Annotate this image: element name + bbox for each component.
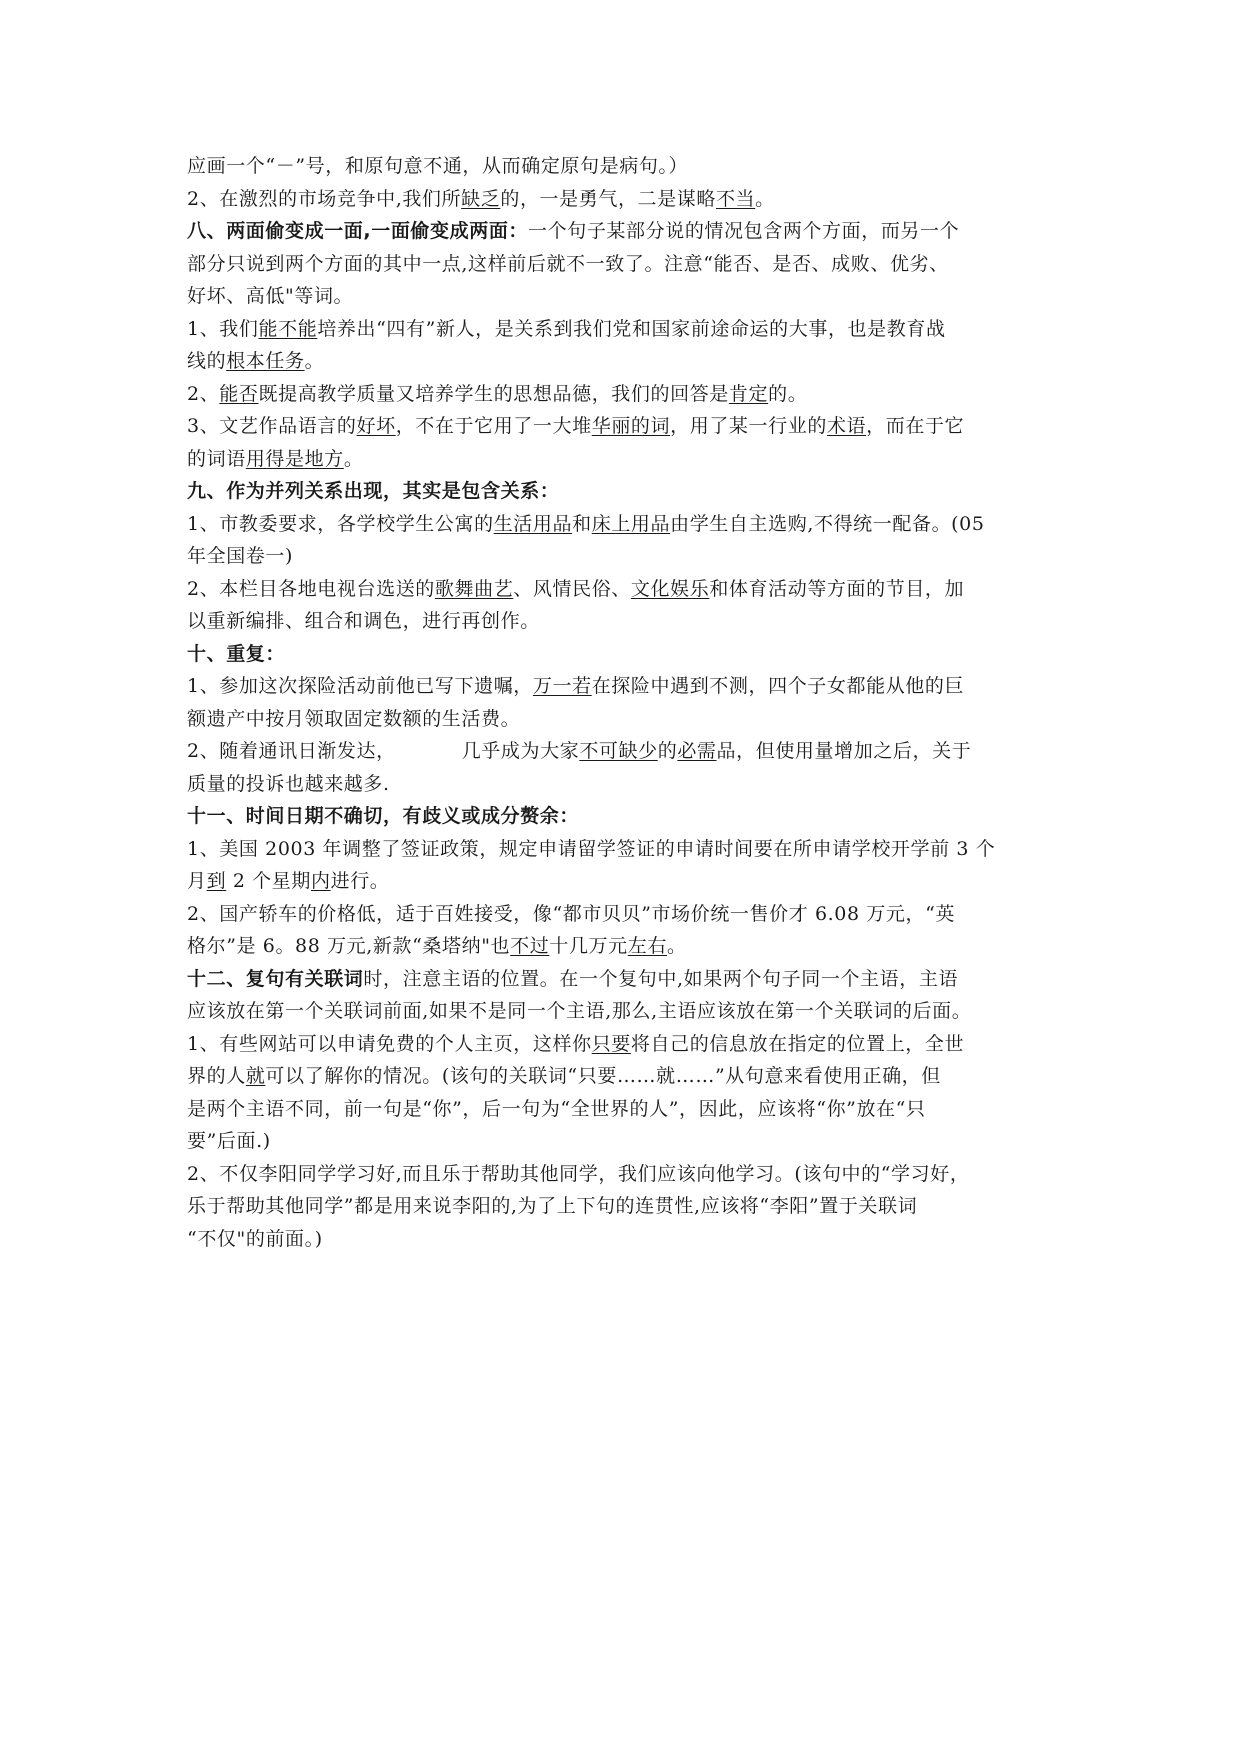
- text-line: [187, 898, 1059, 931]
- text-line: [187, 1158, 1059, 1191]
- text-segment: 。: [666, 935, 687, 957]
- text-segment: 1、有些网站可以申请免费的个人主页，这样你: [187, 1032, 592, 1055]
- text-segment: 1、市教委要求，各学校学生公寓的: [187, 512, 494, 535]
- text-segment: ，不在于它用了一大堆: [395, 415, 592, 437]
- text-segment: 1、我们: [187, 317, 259, 340]
- text-line: [187, 995, 1059, 1028]
- text-line: [187, 573, 1059, 606]
- text-segment: 格尔”是 6。88 万元,新款“桑塔纳"也: [187, 935, 511, 957]
- underlined-phrase: 不当: [715, 187, 756, 210]
- underlined-phrase: 缺乏: [461, 187, 501, 210]
- text-segment: 和体育活动等方面的节目，加: [709, 577, 965, 600]
- text-segment: “不仅"的前面。): [187, 1227, 323, 1250]
- text-segment: 的: [657, 740, 678, 762]
- text-line: [187, 1190, 1059, 1223]
- text-segment: 界的人: [187, 1065, 246, 1087]
- text-segment: 乐于帮助其他同学”都是用来说李阳的,为了上下句的连贯性,应该将“李阳”置于关联词: [187, 1195, 918, 1217]
- text-line: [187, 1028, 1059, 1061]
- text-line: [187, 508, 1059, 541]
- text-line: [187, 215, 1059, 248]
- text-line: [187, 410, 1059, 443]
- underlined-phrase: 歌舞曲艺: [434, 577, 514, 600]
- text-segment: ，用了某一行业的: [670, 415, 827, 437]
- text-segment: 的词语: [187, 447, 246, 470]
- text-segment: 2、在激烈的市场竞争中,我们所: [187, 187, 462, 210]
- text-line: [187, 605, 1059, 638]
- text-line: [187, 345, 1059, 378]
- text-line: [187, 800, 1059, 833]
- text-line: [187, 1060, 1059, 1093]
- text-line: [187, 313, 1059, 346]
- text-segment: 2、不仅李阳同学学习好,而且乐于帮助其他同学，我们应该向他学习。(该句中的“学习好，: [187, 1162, 970, 1185]
- text-segment: 培养出“四有”新人，是关系到我们党和国家前途命运的大事，也是教育战: [317, 317, 946, 340]
- text-segment: 1、美国 2003 年调整了签证政策，规定申请留学签证的申请时间要在所申请学校开学前 3 个: [187, 837, 996, 860]
- text-segment: 额遗产中按月领取固定数额的生活费。: [187, 707, 521, 730]
- text-line: [187, 638, 1059, 671]
- underlined-phrase: 能否: [219, 382, 259, 405]
- text-segment: 进行。: [330, 870, 390, 892]
- text-segment: 品，但使用量增加之后，关于: [716, 740, 972, 762]
- underlined-phrase: 万一若: [532, 675, 592, 697]
- text-segment: 时，注意主语的位置。在一个复句中,如果两个句子同一个主语，主语: [363, 967, 959, 990]
- underlined-phrase: 不过: [510, 935, 550, 957]
- document-body: [187, 150, 1059, 1255]
- text-line: [187, 248, 1059, 281]
- text-segment: 和: [572, 512, 592, 535]
- text-line: [187, 833, 1059, 866]
- text-segment: 线的: [187, 350, 227, 372]
- text-segment: 2、随着通讯日渐发达，: [187, 740, 396, 762]
- underlined-phrase: 能不能: [258, 317, 318, 340]
- underlined-phrase: 华丽的词: [591, 415, 671, 437]
- text-segment: 。: [755, 187, 775, 210]
- underlined-phrase: 到: [206, 870, 227, 892]
- text-line: [187, 735, 1059, 768]
- text-line: [187, 670, 1059, 703]
- underlined-phrase: 左右: [627, 935, 667, 957]
- text-segment: 十几万元: [549, 935, 628, 957]
- text-segment: 一个句子某部分说的情况包含两个方面，而另一个: [528, 220, 960, 242]
- text-segment: 由学生自主选购,不得统一配备。(05: [670, 512, 985, 535]
- text-segment: 2 个星期: [226, 870, 311, 892]
- text-segment: 、风情民俗、: [513, 577, 631, 600]
- text-segment: 好坏、高低"等词。: [187, 285, 354, 307]
- text-segment: 2、本栏目各地电视台选送的: [187, 577, 435, 600]
- text-segment: 将自己的信息放在指定的位置上，全世: [630, 1032, 965, 1055]
- text-line: [187, 1223, 1059, 1256]
- section-heading: 十、重复：: [187, 642, 286, 665]
- text-segment: 。: [343, 447, 364, 470]
- underlined-phrase: 生活用品: [493, 512, 573, 535]
- text-segment: 可以了解你的情况。(该句的关联词“只要……就……”从句意来看使用正确，但: [265, 1065, 941, 1087]
- text-segment: 在探险中遇到不测，四个子女都能从他的巨: [591, 675, 965, 697]
- section-heading: 十二、复句有关联词: [187, 967, 364, 990]
- underlined-phrase: 不可缺少: [579, 740, 658, 762]
- text-line: [187, 150, 1059, 183]
- text-line: [187, 768, 1059, 801]
- underlined-phrase: 只要: [591, 1032, 631, 1055]
- underlined-phrase: 肯定: [728, 382, 769, 405]
- underlined-phrase: 内: [311, 870, 331, 892]
- underlined-phrase: 根本任务: [226, 350, 305, 372]
- underlined-phrase: 文化娱乐: [630, 577, 710, 600]
- text-line: [187, 1093, 1059, 1126]
- section-heading: 十一、时间日期不确切，有歧义或成分赘余：: [187, 805, 580, 827]
- text-segment: 应该放在第一个关联词前面,如果不是同一个主语,那么,主语应该放在第一个关联词的后面。: [187, 1000, 972, 1022]
- text-line: [187, 475, 1059, 508]
- text-segment: 是两个主语不同，前一句是“你”，后一句为“全世界的人”，因此，应该将“你”放在“只: [187, 1097, 926, 1120]
- text-line: [187, 280, 1059, 313]
- underlined-phrase: 好坏: [356, 415, 396, 437]
- text-segment: 质量的投诉也越来越多.: [187, 772, 390, 795]
- text-line: [187, 703, 1059, 736]
- text-segment: 部分只说到两个方面的其中一点,这样前后就不一致了。注意“能否、是否、成败、优劣、: [187, 252, 949, 275]
- text-segment: ，而在于它: [866, 415, 965, 437]
- text-line: [187, 183, 1059, 216]
- underlined-phrase: 术语: [826, 415, 867, 437]
- text-line: [187, 378, 1059, 411]
- underlined-phrase: 床上用品: [591, 512, 671, 535]
- underlined-phrase: 用得是地方: [245, 447, 344, 470]
- text-line: [187, 963, 1059, 996]
- text-line: [187, 930, 1059, 963]
- text-segment: 2、国产轿车的价格低，适于百姓接受，像“都市贝贝”市场价统一售价才 6.08 万元，“英: [187, 902, 956, 925]
- section-heading: 八、两面偷变成一面,一面偷变成两面：: [187, 220, 529, 242]
- text-segment: 1、参加这次探险活动前他已写下遗嘱，: [187, 675, 533, 697]
- underlined-phrase: 就: [245, 1065, 266, 1087]
- text-line: [187, 865, 1059, 898]
- text-segment: 几乎成为大家: [461, 740, 580, 762]
- text-segment: 要”后面.): [187, 1130, 271, 1152]
- underlined-phrase: 必需: [677, 740, 717, 762]
- text-segment: 2、: [187, 382, 220, 405]
- text-segment: 以重新编排、组合和调色，进行再创作。: [187, 610, 540, 632]
- text-segment: 。: [304, 350, 325, 372]
- text-segment: 应画一个“－”号，和原句意不通，从而确定原句是病句。）: [187, 155, 689, 177]
- text-segment: 的。: [768, 382, 808, 405]
- text-segment: 月: [187, 870, 207, 892]
- text-segment: 3、文艺作品语言的: [187, 415, 357, 437]
- text-line: [187, 540, 1059, 573]
- text-segment: 的，一是勇气，二是谋略: [500, 187, 716, 210]
- section-heading: 九、作为并列关系出现，其实是包含关系：: [187, 480, 560, 502]
- text-segment: 年全国卷一): [187, 545, 294, 567]
- text-line: [187, 443, 1059, 476]
- text-line: [187, 1125, 1059, 1158]
- text-segment: 既提高教学质量又培养学生的思想品德，我们的回答是: [258, 382, 729, 405]
